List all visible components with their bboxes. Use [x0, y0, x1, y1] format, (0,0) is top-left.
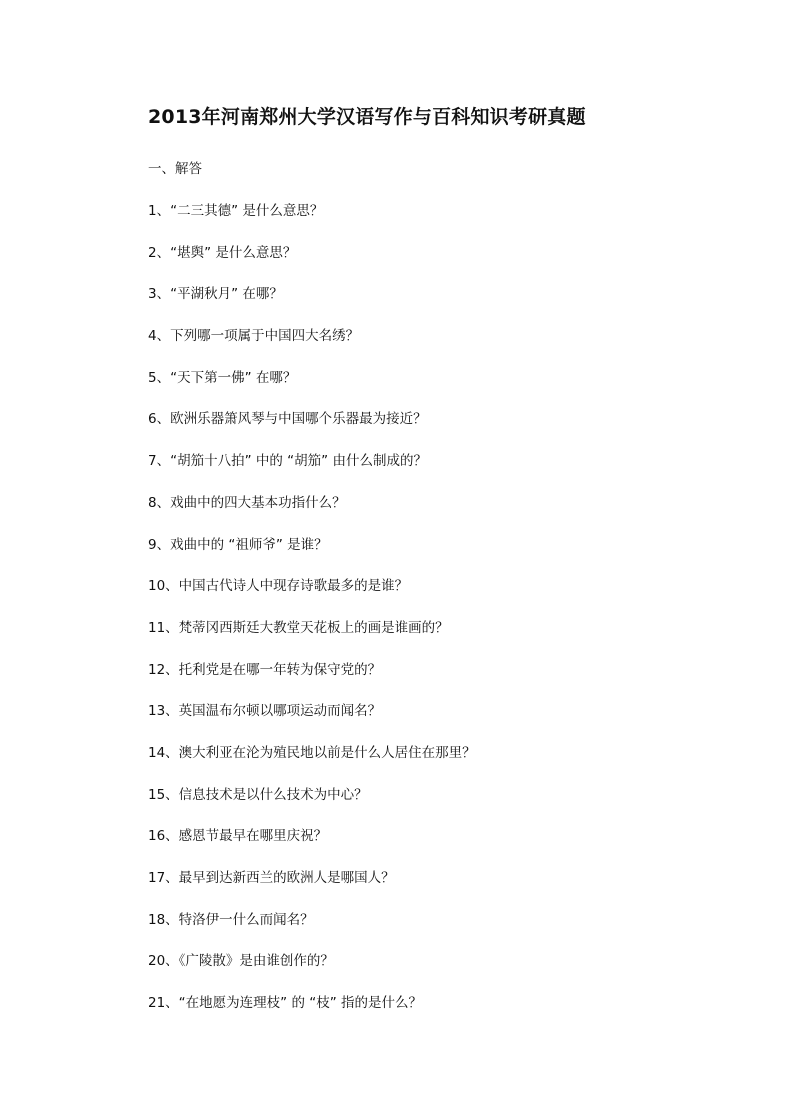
question-item: 3、“平湖秋月” 在哪？ — [148, 286, 283, 303]
question-item: 6、欧洲乐器箫风琴与中国哪个乐器最为接近？ — [148, 411, 427, 428]
section-heading: 一、解答 — [148, 161, 202, 177]
question-item: 20、《广陵散》是由谁创作的？ — [148, 953, 334, 970]
question-item: 8、戏曲中的四大基本功指什么？ — [148, 494, 346, 511]
question-item: 9、戏曲中的 “祖师爷” 是谁？ — [148, 536, 328, 553]
question-item: 17、最早到达新西兰的欧洲人是哪国人？ — [148, 870, 395, 886]
question-item: 1、“二三其德” 是什么意思？ — [148, 203, 324, 219]
question-item: 5、“天下第一佛” 在哪？ — [148, 369, 297, 386]
question-list — [148, 200, 476, 1034]
question-item: 10、中国古代诗人中现存诗歌最多的是谁？ — [148, 578, 409, 595]
question-item: 21、“在地愿为连理枝” 的 “枝” 指的是什么？ — [148, 995, 423, 1012]
question-item: 18、特洛伊一什么而闻名？ — [148, 911, 314, 928]
question-item: 13、英国温布尔顿以哪项运动而闻名？ — [148, 703, 382, 720]
question-item: 12、托利党是在哪一年转为保守党的？ — [148, 661, 382, 678]
question-item: 2、“堪舆” 是什么意思？ — [148, 244, 297, 261]
question-item: 11、梵蒂冈西斯廷大教堂天花板上的画是谁画的？ — [148, 619, 449, 636]
question-item: 7、“胡笳十八拍” 中的 “胡笳” 由什么制成的？ — [148, 453, 427, 470]
question-item: 14、澳大利亚在沦为殖民地以前是什么人居住在那里？ — [148, 744, 476, 761]
document-title: 2013年河南郑州大学汉语写作与百科知识考研真题 — [148, 106, 586, 128]
question-item: 15、信息技术是以什么技术为中心？ — [148, 786, 368, 803]
question-item: 16、感恩节最早在哪里庆祝？ — [148, 828, 328, 845]
question-item: 4、下列哪一项属于中国四大名绣？ — [148, 328, 360, 345]
